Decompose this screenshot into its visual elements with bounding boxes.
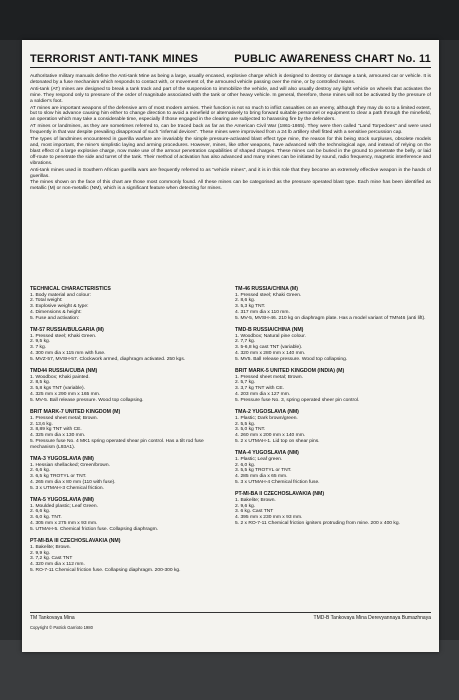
mine-entry-line: 4. 265 mm dia x 80 mm (110 with fuse).: [30, 480, 116, 486]
mine-entry-title: TM-46 RUSSIA/CHINA (M): [235, 286, 298, 292]
mine-entry-title: BRIT MARK-7 UNITED KINGDOM (M): [30, 409, 121, 416]
mine-entry-line: 5. RO-7-11 Chemical friction fuse. Collapsing diaphragm. 200-300 kg.: [30, 568, 181, 574]
chart-header: [30, 47, 431, 68]
mine-entry-line: 2. 6,6 kg.: [30, 509, 51, 515]
mine-entry-line: 1. Woodbox; Natural pine colour.: [235, 333, 306, 339]
mine-entry-line: 1. Woodbox; Khaki painted.: [30, 374, 90, 380]
mine-entry-line: 2. 7,7 kg.: [235, 339, 256, 345]
mine-entry-line: 5. 3 x UTMAH-4 Chemical friction fuse.: [235, 480, 320, 486]
mine-entry-line: 4. 395 mm x 230 mm x 93 mm.: [235, 515, 303, 521]
mine-entry: [235, 409, 431, 445]
mine-entry-line: 3. Explosive weight & type:: [30, 304, 89, 310]
mine-entry: [30, 286, 226, 322]
intro-paragraph: The types of landmines encountered in guerilla warfare are invariably the simple pressure-activated blast effect type mine, the reason for this being stock surpluses, obsolete models and, most important, the mine's simplistic laying and arming procedures. However, mines, like other weapons, have advanced with the technological age, and instead of relying on the blast effect of a large explosive charge, now make use of the armour penetration capabilities of shaped charges. These mines can be buried in the ground to penetrate the belly, or laid off-route to penetrate the side and turret of the tank. Their method of activation has also advanced and many mines can be initiated by sound, radio frequency, magnetic interference and vibrations.: [30, 137, 431, 166]
mine-entry-line: 2. 13,6 kg.: [30, 421, 53, 427]
footer-divider: [30, 612, 431, 613]
mine-entry: [30, 327, 226, 363]
mine-entry: [30, 409, 226, 451]
chart-title: TERRORIST ANTI-TANK MINES: [30, 53, 199, 65]
mine-entry: [30, 538, 226, 574]
intro-paragraph: AT mines are important weapons of the defensive arm of most modern armies. Their function is not so much to inflict casualties on an enemy, although they may do so to a limited extent, but to slow his advance causing him either to change direction to avoid a minefield or alternatively to bring forward suitable personnel or equipment to clear a path through the minefield, an operation which may take a considerable time, especially if those engaged in the clearing are subjected to harassing fire by the defenders.: [30, 105, 431, 123]
mine-entry-line: 4. 325 mm x 290 mm x 165 mm.: [30, 392, 101, 398]
mine-entry-line: 4. 285 mm dia x 65 mm.: [235, 474, 288, 480]
mine-entry-line: 3. 3,7 kg TNT with CE.: [235, 386, 285, 392]
mine-entry: [30, 456, 226, 492]
mine-entry-line: 1. Plastic; Dark brown/green.: [235, 415, 298, 421]
mine-entry-title: TM-57 RUSSIA/BULGARIA (M): [30, 327, 104, 334]
mine-entry-line: 1. Plastic; Leaf green.: [235, 456, 283, 462]
mine-entry-line: 4. 320 mm x 280 mm x 140 mm.: [235, 351, 306, 357]
mine-entry-line: 5. Fuse and activation:: [30, 316, 80, 322]
mine-entry-line: 3. 8,89 kg TNT with CE.: [30, 427, 82, 433]
mine-entry-line: 5. 2 x RO-7-11 Chemical friction igniters protruding from mine. 200 x 400 kg.: [235, 521, 400, 527]
mine-entry-title: PT-MI-BA II CZECHOSLAVAKIA (NM): [235, 491, 325, 498]
mine-entry-line: 3. 7 kg.: [30, 345, 47, 351]
mine-entry-line: 4. 305 mm x 275 mm x 93 mm.: [30, 521, 98, 527]
mine-entry-line: 2. 8,6 kg.: [235, 298, 256, 304]
intro-paragraph: Anti-tank mines used in Southern African guerilla wars are frequently referred to as "vehicle mines", and it is in this role that they become an extremely effective weapon in the hands of guerillas.: [30, 167, 431, 179]
chart-sheet: [22, 40, 439, 652]
mine-entry-line: 4. 203 mm dia x 127 mm.: [235, 392, 291, 398]
copyright: Copyright © Patrick Garrioto 1980: [30, 625, 93, 630]
mine-entry-line: 2. 5,5 kg.: [235, 421, 256, 427]
mine-entry-title: TMA-3 YUGOSLAVIA (NM): [30, 456, 94, 463]
mine-entry-line: 2. 9,6 kg.: [235, 503, 256, 509]
mine-entry: [30, 497, 226, 533]
mine-entry-line: 3. 5,8 kgs TNT (variable).: [30, 386, 85, 392]
mine-entry-line: 5. MVZ-57, MVSH-57. Clockwork armed, diaphragm activated. 250 kgs.: [30, 357, 186, 363]
mine-entry-line: 4. 325 mm dia x 130 mm.: [30, 433, 86, 439]
mine-entry-line: 3. 5-6,8 kg cast TNT (variable).: [235, 345, 303, 351]
mine-entry-line: 2. 5,7 kg.: [235, 380, 256, 386]
mine-entry-line: 2. Total weight:: [30, 298, 63, 304]
mine-entry-line: 2. 9,5 kg.: [30, 339, 51, 345]
mine-entry-title: TMA-2 YUGOSLAVIA (NM): [235, 409, 299, 416]
mine-entry-title: BRIT MARK-5 UNITED KINGDOM (INDIA) (M): [235, 368, 345, 375]
mine-entry-line: 3. 5,5 kg TROTYL or TNT.: [235, 468, 292, 474]
mine-entry: [235, 327, 431, 363]
mine-entry-line: 5. UTMAH-5. Chemical friction fuse. Collapsing diaphragm.: [30, 527, 159, 533]
mine-entry-line: 1. Pressed steel; Khaki Green.: [235, 292, 302, 298]
footer-right: TMD-B Tankovaya Mina Derevyannaya Bumazhnaya: [313, 615, 431, 621]
mine-entry-line: 5. MV-5. Ball release pressure. Wood top collapsing.: [30, 398, 144, 404]
mine-entry-line: 5. Pressure fuse No. 4 MK1 spring operated shear pin control. Has a tilt rod fuse mechanism (L93A1).: [30, 439, 204, 451]
mine-entry-line: 3. 7,2 kg. Cast TNT: [30, 556, 73, 562]
footer: [30, 615, 431, 621]
mine-entry-line: 2. 8,5 kg.: [30, 380, 51, 386]
mine-entry-line: 1. Hessian shellacked; Green/brown.: [30, 462, 110, 468]
intro-paragraph: Anti-tank (AT) mines are designed to break a tank track and part of the suspension to immobilize the vehicle, and will also usually destroy any light vehicle on wheels that activates the mine. They respond only to pressure of the order of magnitude associated with the tank or other heavy vehicle. In general, therefore, these mines will not be activated by the pressure of a soldier's foot.: [30, 86, 431, 104]
mine-entry-line: 3. 6 kg. Cast TNT: [235, 509, 274, 515]
mine-entry-title: TECHNICAL CHARACTERISTICS: [30, 286, 111, 292]
mine-entry-line: 5. MV-5, MVSH-46. 210 kg on diaphragm plate. Has a model variant of TMN46 (anti lift).: [235, 316, 426, 322]
mine-entry: [235, 491, 431, 527]
mine-entry-title: TMD-B RUSSIA/CHINA (NM): [235, 327, 304, 334]
mine-entry-line: 5. Pressure fuse No. 3, spring operated sheer pin control.: [235, 398, 360, 404]
mine-entry-line: 1. Bakelite; Brown.: [235, 497, 276, 503]
mine-entry: [235, 286, 431, 322]
mine-entry-line: 1. Bakelite; Brown.: [30, 544, 71, 550]
right-column: [235, 286, 431, 532]
mine-entry-line: 5. 3 x UTMAH-3 Chemical friction.: [30, 486, 104, 492]
backdrop-top: [0, 0, 459, 40]
mine-entry-line: 5. 2 x UTMAH-1. Lid top on shear pins.: [235, 439, 320, 445]
mine-entry-line: 2. 6,0 kg.: [235, 462, 256, 468]
mine-columns: [30, 286, 431, 606]
chart-number: PUBLIC AWARENESS CHART No. 11: [234, 53, 431, 65]
mine-entry-line: 4. 260 mm x 200 mm x 140 mm.: [235, 433, 306, 439]
mine-entry-line: 4. Dimensions & height:: [30, 310, 82, 316]
intro-paragraph: The mines shown on the face of this chart are those most commonly found. All these mines can be categorised as the pressure operated blast type. Each mine has been identified as metallic (M) or non-metallic (NM), which is a significant feature when detecting for mines.: [30, 180, 431, 192]
mine-entry-line: 1. Pressed steel; Khaki Green.: [30, 333, 97, 339]
mine-entry-line: 3. 6,5 kg TROTYL or TNT.: [30, 474, 87, 480]
footer-left: TM Tankovaya Mina: [30, 615, 75, 621]
mine-entry-line: 1. Moulded plastic; Leaf Green.: [30, 503, 98, 509]
mine-entry-line: 5. MV5. Ball release pressure. Wood top collapsing.: [235, 357, 348, 363]
mine-entry-line: 3. 5,3 kg TNT.: [235, 304, 266, 310]
intro-text: [30, 74, 431, 193]
mine-entry: [30, 368, 226, 404]
mine-entry-line: 1. Pressed sheet metal; Brown.: [30, 415, 98, 421]
mine-entry-line: 4. 317 mm dia x 110 mm.: [235, 310, 290, 316]
mine-entry-title: TMA-5 YUGOSLAVIA (NM): [30, 497, 94, 504]
mine-entry-line: 2. 9,9 kg.: [30, 550, 51, 556]
mine-entry-title: PT-MI-BA III CZECHOSLAVAKIA (NM): [30, 538, 121, 545]
mine-entry: [235, 368, 431, 404]
mine-entry-title: TMA-4 YUGOSLAVIA (NM): [235, 450, 299, 457]
mine-entry: [235, 450, 431, 486]
left-column: [30, 286, 226, 579]
mine-entry-line: 1. Pressed sheet metal; Brown.: [235, 374, 303, 380]
mine-entry-line: 2. 6,6 kg.: [30, 468, 51, 474]
mine-entry-line: 3. 6,0 kg. TNT.: [30, 515, 62, 521]
mine-entry-line: 1. Body material and colour:: [30, 292, 91, 298]
intro-paragraph: Authoritative military manuals define the Anti-tank Mine as being a large, usually encased, explosive charge which is designed to destroy or damage a tank, armoured car or vehicle. It is detonated by a fuse mechanism which responds to contact with, or movement of, the armoured vehicle passing over the mine, or by controlled means.: [30, 74, 431, 85]
mine-entry-line: 4. 320 mm dia x 112 mm.: [30, 562, 85, 568]
intro-paragraph: AT mines or landmines, as they are sometimes referred to, can be traced back as far as the American Civil War (1861-1865). They were then called "Land Torpedoes" and were used frequently in that war despite prevailing disapproval of such "infernal devices". These mines were improvised from a 24 lb artillery shell fitted with a sensitive percussion cap.: [30, 124, 431, 136]
mine-entry-line: 3. 5,0 kg TNT.: [235, 427, 266, 433]
mine-entry-title: TMD44 RUSSIA/CUBA (NM): [30, 368, 98, 375]
mine-entry-line: 4. 300 mm dia x 115 mm with fuse.: [30, 351, 106, 357]
